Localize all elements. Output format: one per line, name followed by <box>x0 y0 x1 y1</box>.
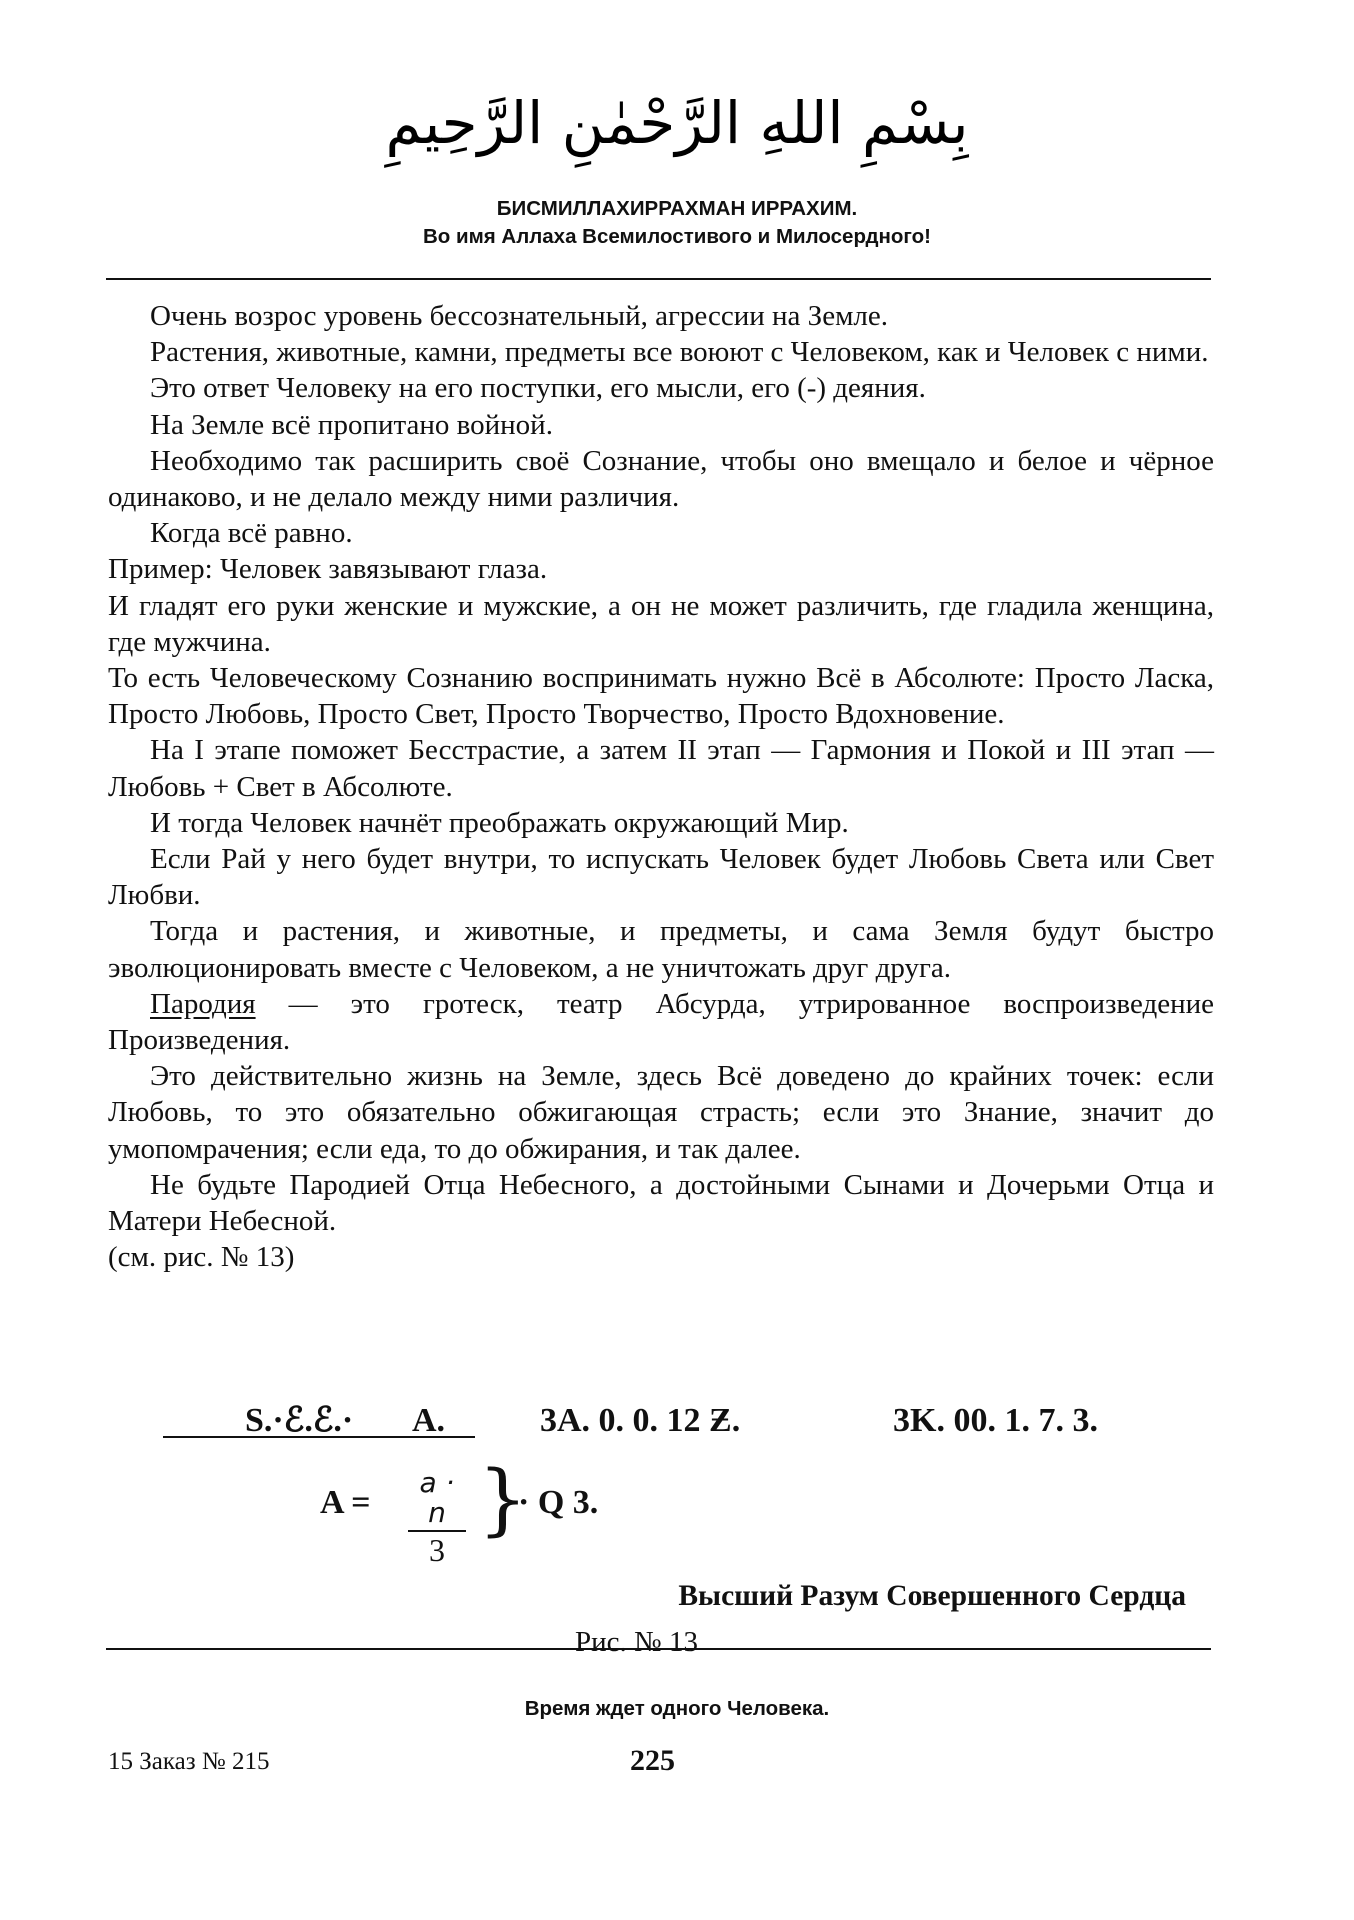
header-divider <box>106 278 1211 280</box>
fraction-numerator: a · n <box>419 1466 455 1529</box>
paragraph: И тогда Человек начнёт преображать окружающий Мир. <box>150 806 849 839</box>
paragraph: Когда всё равно. <box>150 517 353 550</box>
body-text <box>108 298 1214 1275</box>
figure-reference: (см. рис. № 13) <box>108 1241 295 1274</box>
paragraph: Не будьте Пародией Отца Небесного, а достойными Сынами и Дочерьми Отца и Матери Небесной. <box>108 1168 1214 1238</box>
formula-rhs: · Q 3. <box>518 1484 599 1521</box>
fraction-denominator: 3 <box>429 1532 445 1568</box>
paragraph: На Земле всё пропитано войной. <box>150 408 553 441</box>
figure-code-4: 3K. 00. 1. 7. 3. <box>893 1402 1098 1439</box>
page-number: 225 <box>630 1744 675 1777</box>
paragraph: Растения, животные, камни, предметы все воюют с Человеком, как и Человек с ними. <box>150 336 1209 369</box>
basmala-calligraphy: بِسْمِ اللهِ الرَّحْمٰنِ الرَّحِيمِ <box>385 89 969 157</box>
underlined-term: Пародия <box>150 987 256 1020</box>
paragraph: Необходимо так расширить своё Сознание, чтобы оно вмещало и белое и чёрное одинаково, и не делало между ними различия. <box>108 444 1214 514</box>
footer-order-number: 15 Заказ № 215 <box>108 1748 270 1775</box>
header-subtitle: Во имя Аллаха Всемилостивого и Милосердного! <box>422 225 931 248</box>
paragraph <box>108 986 1214 1058</box>
paragraph: То есть Человеческому Сознанию воспринимать нужно Всё в Абсолюте: Просто Ласка, Просто Любовь, Просто Свет, Просто Творчество, Просто Вдохновение. <box>108 662 1214 731</box>
paragraph: На I этапе поможет Бесстрастие, а затем II этап — Гармония и Покой и III этап — Любовь + Свет в Абсолюте. <box>108 734 1214 803</box>
figure-code-line <box>0 1396 1354 1456</box>
formula-brace: } <box>478 1455 528 1545</box>
figure-code-3: 3A. 0. 0. 12 Ƶ. <box>540 1402 741 1439</box>
footer-motto: Время ждет одного Человека. <box>524 1697 830 1720</box>
figure-underline <box>163 1436 475 1438</box>
formula-lhs: A = <box>320 1484 371 1521</box>
figure-signature: Высший Разум Совершенного Сердца <box>678 1580 1186 1612</box>
paragraph-rest: — это гротеск, театр Абсурда, утрированное воспроизведение Произведения. <box>108 987 1214 1057</box>
paragraph: Тогда и растения, и животные, и предметы, и сама Земля будут быстро эволюционировать вместе с Человеком, а не уничтожать друг друга. <box>108 915 1214 984</box>
paragraph: Это ответ Человеку на его поступки, его мысли, его (-) деяния. <box>150 372 926 405</box>
formula-fraction <box>408 1468 466 1566</box>
header-title: БИСМИЛЛАХИРРАХМАН ИРРАХИМ. <box>496 197 858 220</box>
figure-caption: Рис. № 13 <box>575 1626 698 1658</box>
paragraph: Это действительно жизнь на Земле, здесь Всё доведено до крайних точек: если Любовь, то это обязательно обжигающая страсть; если это Знание, значит до умопомрачения; если еда, то до обжирания, и так далее. <box>108 1060 1214 1165</box>
paragraph: Очень возрос уровень бессознательный, агрессии на Земле. <box>150 300 889 332</box>
figure-code-2: A. <box>412 1402 446 1439</box>
footer-divider <box>106 1648 1211 1650</box>
figure-code-1: S.·ℰ.ℰ.· <box>245 1402 354 1439</box>
paragraph: Пример: Человек завязывают глаза. <box>108 553 548 586</box>
paragraph: Если Рай у него будет внутри, то испускать Человек будет Любовь Света или Свет Любви. <box>108 843 1214 912</box>
paragraph: И гладят его руки женские и мужские, а он не может различить, где гладила женщина, где мужчина. <box>108 589 1214 658</box>
